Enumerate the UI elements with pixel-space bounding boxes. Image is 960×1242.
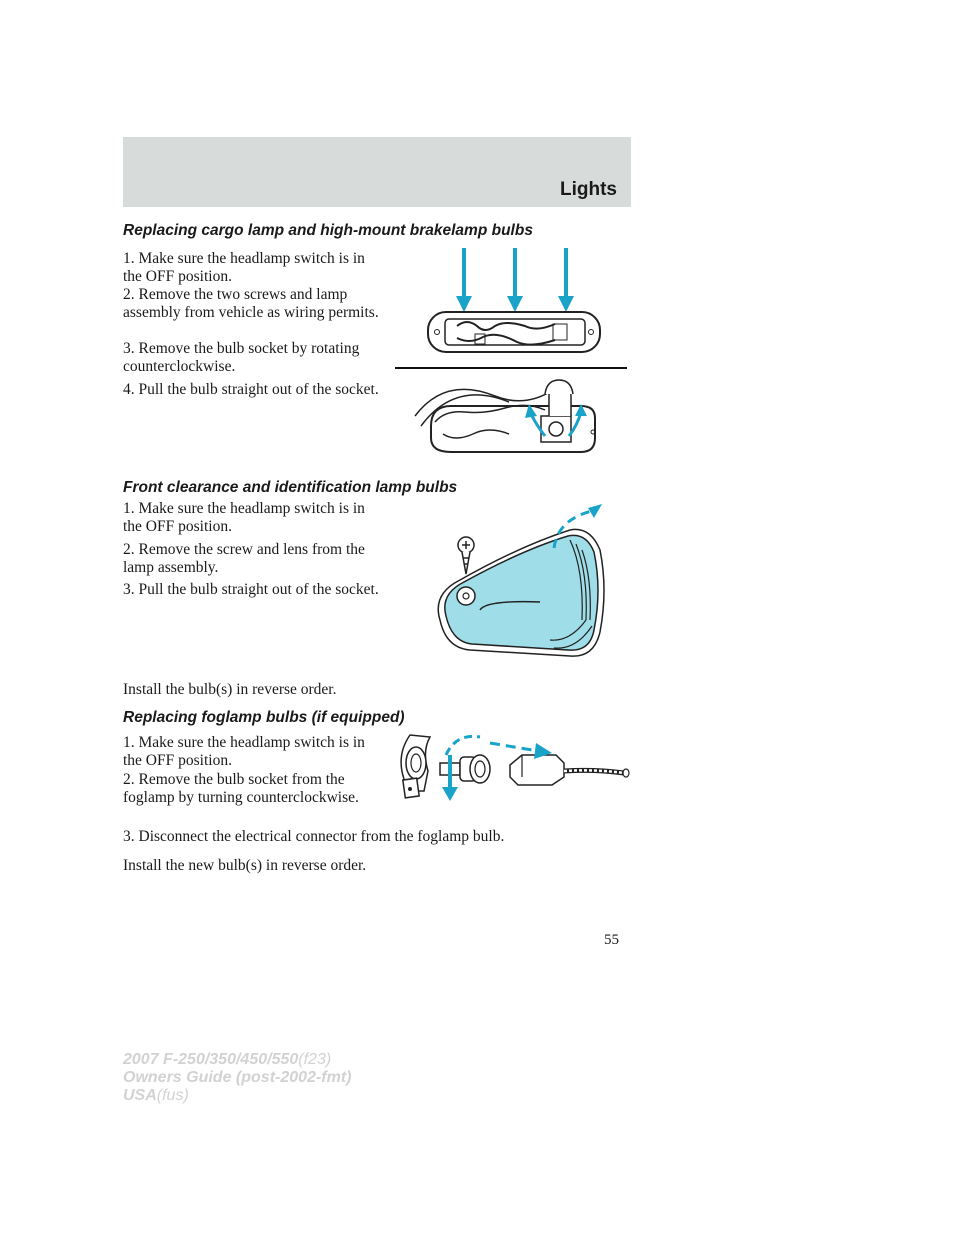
document-footer xyxy=(123,1051,351,1105)
section-header-band xyxy=(123,137,631,207)
cargo-lamp-heading: Replacing cargo lamp and high-mount brakelamp bulbs xyxy=(123,222,533,239)
clearance-step-1: 1. Make sure the headlamp switch is in the OFF position. xyxy=(123,500,365,535)
clearance-step-2: 2. Remove the screw and lens from the lamp assembly. xyxy=(123,541,365,576)
page-number: 55 xyxy=(604,932,619,948)
footer-line-region xyxy=(123,1087,351,1105)
clearance-lamp-heading: Front clearance and identification lamp bulbs xyxy=(123,479,458,496)
foglamp-install-note: Install the new bulb(s) in reverse order. xyxy=(123,857,367,874)
footer-line-model xyxy=(123,1051,351,1069)
foglamp-heading: Replacing foglamp bulbs (if equipped) xyxy=(123,709,405,726)
clearance-lamp-illustration xyxy=(430,500,610,670)
section-tab-title: Lights xyxy=(560,179,617,200)
footer-guide: Owners Guide (post-2002-fmt) xyxy=(123,1069,352,1086)
foglamp-step-1: 1. Make sure the headlamp switch is in the OFF position. xyxy=(123,734,365,769)
cargo-step-3: 3. Remove the bulb socket by rotating counterclockwise. xyxy=(123,340,360,375)
footer-region-code: (fus) xyxy=(156,1087,189,1104)
cargo-step-1: 1. Make sure the headlamp switch is in the OFF position. xyxy=(123,250,365,285)
foglamp-step-2: 2. Remove the bulb socket from the foglamp by turning counterclockwise. xyxy=(123,771,359,806)
foglamp-step-3: 3. Disconnect the electrical connector from the foglamp bulb. xyxy=(123,828,505,845)
clearance-step-3: 3. Pull the bulb straight out of the socket. xyxy=(123,581,379,598)
clearance-install-note: Install the bulb(s) in reverse order. xyxy=(123,681,337,698)
footer-region: USA xyxy=(123,1087,157,1104)
foglamp-illustration xyxy=(390,725,635,805)
footer-model: 2007 F-250/350/450/550 xyxy=(123,1051,299,1068)
footer-model-code: (f23) xyxy=(298,1051,332,1068)
cargo-step-4: 4. Pull the bulb straight out of the socket. xyxy=(123,381,379,398)
cargo-lamp-illustration xyxy=(395,240,635,470)
cargo-step-2: 2. Remove the two screws and lamp assembly from vehicle as wiring permits. xyxy=(123,286,379,321)
